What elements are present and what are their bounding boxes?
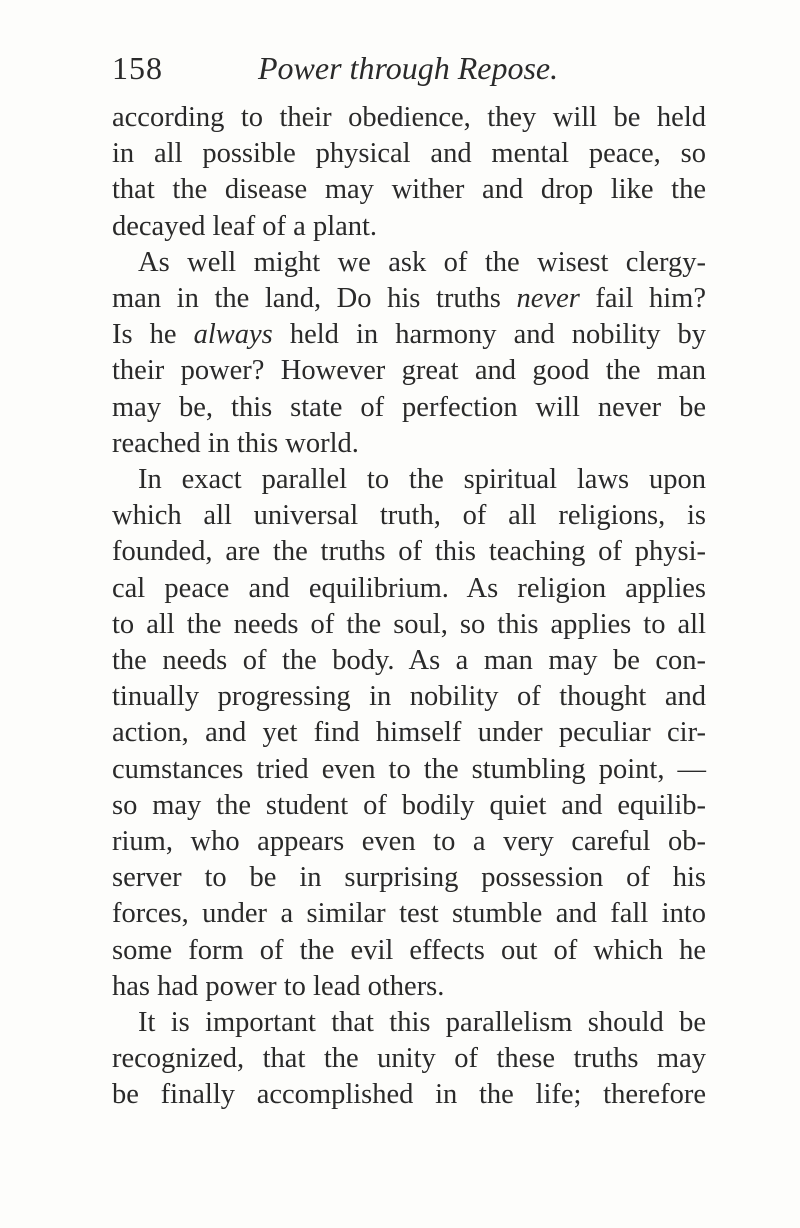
emphasis-never: never bbox=[516, 283, 580, 315]
text-line: be finally accomplished in the life; therefore bbox=[112, 1079, 706, 1111]
text-run: held in harmony and nobility by bbox=[289, 319, 707, 351]
text-line: in all possible physical and mental peace, so bbox=[112, 138, 706, 170]
emphasis-always: always bbox=[193, 319, 273, 351]
text-line bbox=[112, 281, 706, 317]
text-run: fail him? bbox=[595, 283, 706, 315]
running-head bbox=[112, 50, 706, 94]
text-line: decayed leaf of a plant. bbox=[112, 210, 378, 242]
text-line: the needs of the body. As a man may be con- bbox=[112, 645, 706, 677]
text-line: to all the needs of the soul, so this applies to all bbox=[112, 608, 706, 640]
paragraph-4 bbox=[112, 1005, 706, 1114]
text-line: In exact parallel to the spiritual laws upon bbox=[138, 464, 706, 496]
book-page bbox=[112, 50, 706, 1114]
text-line: which all universal truth, of all religions, is bbox=[112, 500, 706, 532]
text-line: has had power to lead others. bbox=[112, 970, 445, 1002]
text-line: some form of the evil effects out of which he bbox=[112, 934, 706, 966]
text-line: action, and yet find himself under peculiar cir- bbox=[112, 717, 706, 749]
text-line: their power? However great and good the man bbox=[112, 355, 706, 387]
paragraph-1 bbox=[112, 100, 706, 245]
text-line: server to be in surprising possession of his bbox=[112, 862, 706, 894]
text-line bbox=[112, 317, 706, 353]
text-line: As well might we ask of the wisest clergy- bbox=[138, 246, 706, 278]
paragraph-3 bbox=[112, 462, 706, 1005]
text-run: man in the land, Do his truths bbox=[112, 283, 501, 315]
running-title: Power through Repose. bbox=[258, 50, 559, 86]
text-line: may be, this state of perfection will never be bbox=[112, 391, 706, 423]
paragraph-2 bbox=[112, 245, 706, 462]
text-line: so may the student of bodily quiet and equilib- bbox=[112, 789, 706, 821]
text-line: forces, under a similar test stumble and fall into bbox=[112, 898, 706, 930]
text-line: recognized, that the unity of these truths may bbox=[112, 1043, 706, 1075]
text-line: It is important that this parallelism should be bbox=[138, 1007, 706, 1039]
text-line: according to their obedience, they will be held bbox=[112, 102, 706, 133]
text-line: rium, who appears even to a very careful ob- bbox=[112, 826, 706, 858]
text-line: reached in this world. bbox=[112, 427, 359, 459]
body-text bbox=[112, 100, 706, 1114]
text-line: cumstances tried even to the stumbling point, — bbox=[112, 753, 706, 785]
text-run: Is he bbox=[112, 319, 177, 351]
text-line: founded, are the truths of this teaching of physi- bbox=[112, 536, 706, 568]
page-number: 158 bbox=[112, 50, 163, 86]
text-line: tinually progressing in nobility of thought and bbox=[112, 681, 706, 713]
text-line: that the disease may wither and drop like the bbox=[112, 174, 706, 206]
text-line: cal peace and equilibrium. As religion applies bbox=[112, 572, 706, 604]
